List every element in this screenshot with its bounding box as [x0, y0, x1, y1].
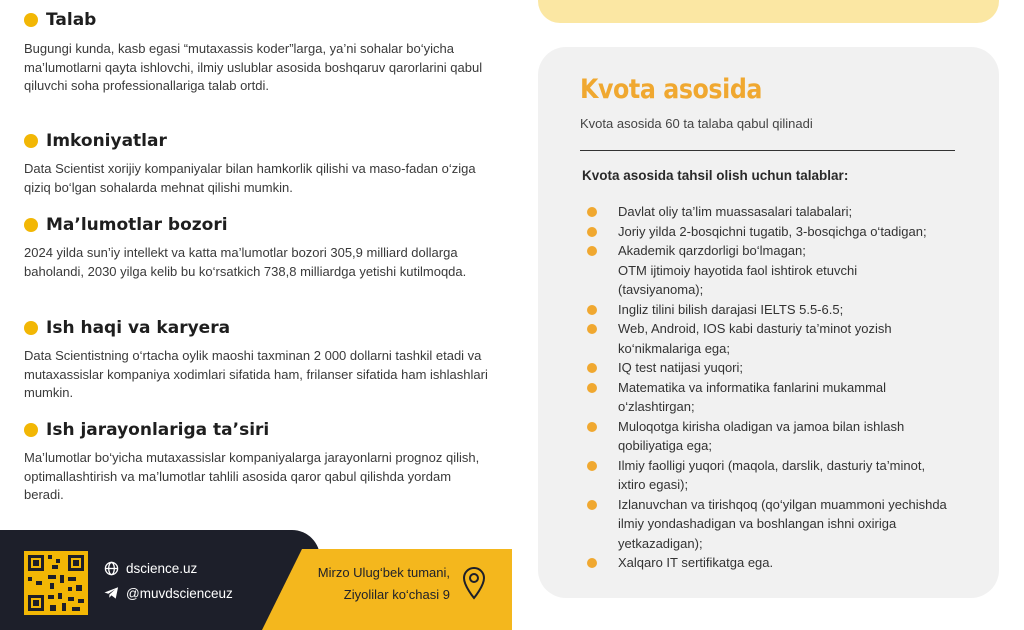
bullet-dot: [24, 423, 38, 437]
list-item: Muloqotga kirisha oladigan va jamoa bilan ishlash qobiliyatiga ega;: [587, 417, 917, 456]
top-banner: [538, 0, 999, 23]
globe-icon: [103, 560, 119, 576]
requirements-list: [587, 202, 982, 573]
telegram-text: @muvdscienceuz: [126, 585, 233, 601]
section-imkoniyatlar: [24, 130, 494, 197]
section-malumotlar-bozori: [24, 214, 494, 281]
section-talab: [24, 9, 494, 96]
section-ish-jarayonlari: [24, 419, 494, 505]
list-item: Akademik qarzdorligi bo‘lmagan;: [587, 241, 982, 261]
website-text: dscience.uz: [126, 560, 198, 576]
section-title: Ish haqi va karyera: [46, 318, 231, 338]
address-line-1: Mirzo Ulug‘bek tumani,: [317, 565, 450, 580]
section-title: Ish jarayonlariga ta’siri: [46, 420, 270, 440]
list-item: Davlat oliy ta’lim muassasalari talabalari;: [587, 202, 982, 222]
kvota-subtitle: Kvota asosida 60 ta talaba qabul qilinadi: [580, 116, 813, 131]
list-item: Ilmiy faolligi yuqori (maqola, darslik, dasturiy ta’minot, ixtiro egasi);: [587, 456, 947, 495]
address: [300, 562, 450, 606]
section-ish-haqi: [24, 317, 494, 403]
qr-code-icon[interactable]: [24, 551, 88, 615]
address-line-2: Ziyolilar ko‘chasi 9: [343, 587, 450, 602]
kvota-title: Kvota asosida: [580, 74, 762, 105]
section-body: Ma’lumotlar bo‘yicha mutaxassislar kompaniyalarga jarayonlarni prognoz qilish, optimallashtirish va ma’lumotlar tahlili asosida qaror qabul qilishda yordam beradi.: [24, 450, 480, 502]
section-title: Ma’lumotlar bozori: [46, 215, 228, 235]
list-item: Izlanuvchan va tirishqoq (qo‘yilgan muammoni yechishda ilmiy yondashadigan va boshlangan ishni oxiriga yetkazadigan);: [587, 495, 952, 554]
bullet-dot: [24, 13, 38, 27]
section-title: Talab: [46, 10, 97, 30]
list-item: Joriy yilda 2-bosqichni tugatib, 3-bosqichga o‘tadigan;: [587, 222, 982, 242]
bullet-dot: [24, 218, 38, 232]
website-link[interactable]: [103, 560, 197, 576]
telegram-icon: [103, 585, 119, 601]
section-title: Imkoniyatlar: [46, 131, 167, 151]
list-item: IQ test natijasi yuqori;: [587, 358, 982, 378]
section-body: Bugungi kunda, kasb egasi “mutaxassis koder”larga, ya’ni sohalar bo‘yicha ma’lumotlarni qayta ishlovchi, ilmiy uslublar asosida boshqaruv qarorlarini qabul qiluvchi soha professionallariga talab ortdi.: [24, 41, 483, 93]
list-item: OTM ijtimoiy hayotida faol ishtirok etuvchi (tavsiyanoma);: [618, 262, 858, 297]
list-item: Web, Android, IOS kabi dasturiy ta’minot yozish ko‘nikmalariga ega;: [587, 319, 947, 358]
section-body: Data Scientist xorijiy kompaniyalar bilan hamkorlik qilishi va maso-fadan o‘ziga qiziq bo‘lgan sohalarda mehnat qilishi mumkin.: [24, 161, 476, 195]
list-item: Matematika va informatika fanlarini mukammal o‘zlashtirgan;: [587, 378, 947, 417]
bullet-dot: [24, 134, 38, 148]
requirements-title: Kvota asosida tahsil olish uchun talablar:: [582, 168, 849, 183]
divider: [580, 150, 955, 151]
list-item: Xalqaro IT sertifikatga ega.: [587, 553, 982, 573]
section-body: 2024 yilda sun’iy intellekt va katta ma’lumotlar bozori 305,9 milliard dollarga baholandi, 2030 yilga kelib bu ko‘rsatkich 738,8 milliardga yetishi kutilmoqda.: [24, 245, 467, 279]
telegram-link[interactable]: [103, 585, 233, 601]
bullet-dot: [24, 321, 38, 335]
list-item: Ingliz tilini bilish darajasi IELTS 5.5-6.5;: [587, 300, 982, 320]
location-pin-icon: [460, 566, 488, 605]
section-body: Data Scientistning o‘rtacha oylik maoshi taxminan 2 000 dollarni tashkil etadi va mutaxassislar kompaniya xodimlari sifatida ham, frilanser sifatida ham ishlashlari mumkin.: [24, 348, 488, 400]
